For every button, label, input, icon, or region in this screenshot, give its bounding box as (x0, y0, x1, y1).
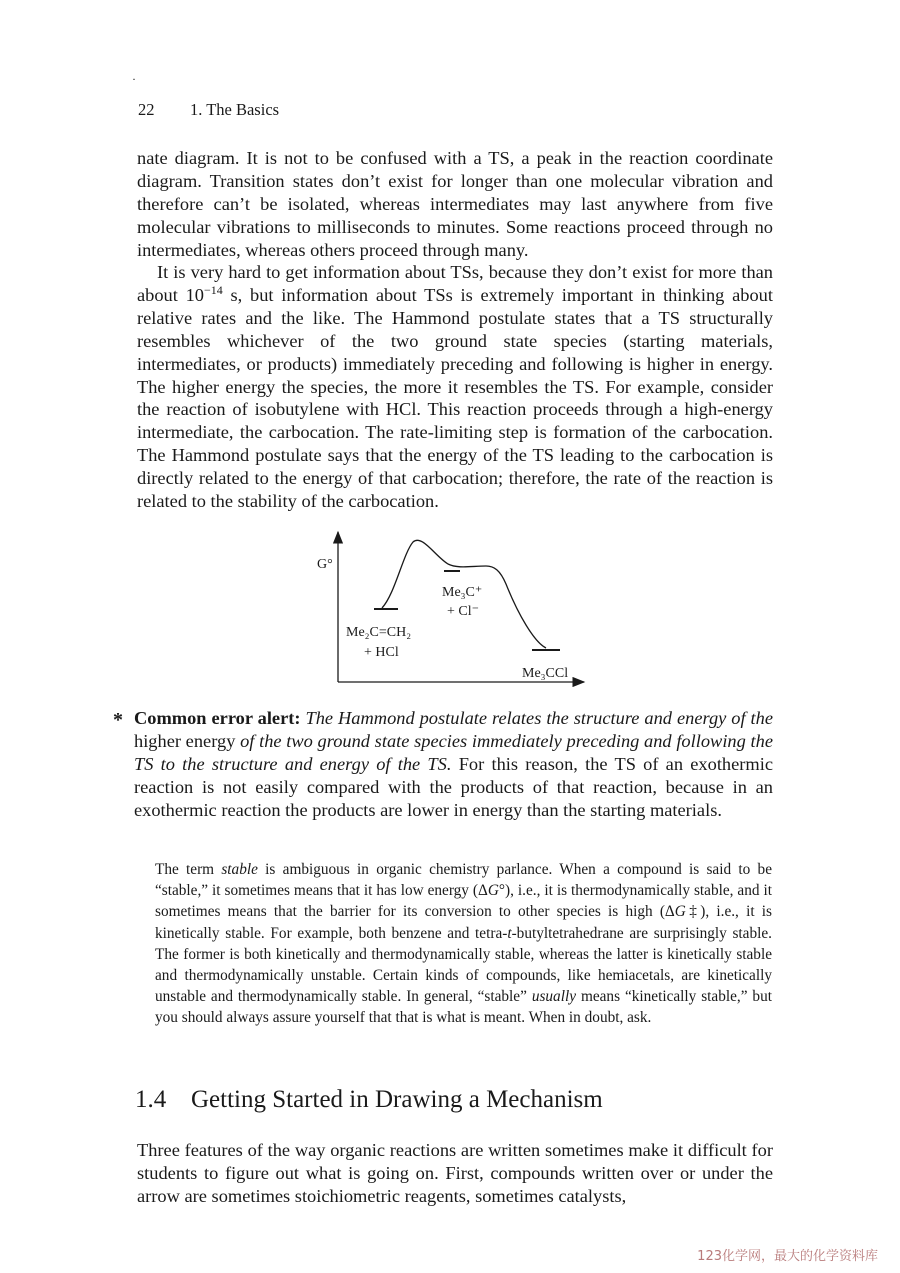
scan-speck: · (132, 72, 136, 86)
note-text: °), i.e., it is thermodynamically stable, and it sometimes means that the barrier for its conversion to other species is high (Δ (155, 882, 772, 921)
section-heading (135, 1086, 603, 1114)
reaction-coordinate-diagram (300, 524, 620, 694)
watermark: 123化学网，最大的化学资料库 (697, 1249, 878, 1264)
intermediate-label-1: Me₃C⁺ (442, 585, 483, 600)
note-text: means “kinetically stable,” but you should always assure yourself that that is what is meant. When in doubt, ask. (155, 988, 772, 1027)
paragraph-hammond (137, 261, 773, 513)
note-text: ‡), i.e., it is kinetically stable. For example, both benzene and tetra- (155, 903, 772, 942)
page-number: 22 (138, 100, 155, 119)
paragraph-intermediates: nate diagram. It is not to be confused with a TS, a peak in the reaction coordinate diagram. Transition states don’t exist for longer than one molecular vibration and therefore can’t be isolated, whereas intermediates may last anywhere from five molecular vibrations to milliseconds to minutes. Some reactions proceed through no intermediates, whereas others proceed through many. (137, 148, 773, 260)
alert-asterisk: * (113, 709, 123, 731)
note-italic: G (487, 882, 499, 900)
reactant-label-1: Me₂C=CH₂ (346, 625, 412, 640)
stable-note (155, 859, 772, 1029)
note-text: is ambiguous in organic chemistry parlance. When a compound is said to be “stable,” it sometimes means that it has low energy (Δ (155, 861, 772, 900)
reactant-label-2: + HCl (364, 645, 399, 660)
exponent: −14 (204, 282, 223, 297)
section-title: Getting Started in Drawing a Mechanism (191, 1086, 603, 1113)
alert-italic-1: The Hammond postulate relates the structure and energy of the (305, 708, 773, 728)
note-text: -butyltetrahedrane are surprisingly stable. The former is both kinetically and thermodynamically stable, whereas the latter is kinetically stable and thermodynamically unstable. Certain kinds of compounds, like hemiacetals, are kinetically unstable and thermodynamically stable. In general, “stable” (155, 924, 772, 1006)
note-italic: G (674, 903, 686, 921)
paragraph-three-features: Three features of the way organic reactions are written sometimes make it difficult for students to figure out what is going on. First, compounds written over or under the arrow are sometimes stoichiometric reagents, sometimes catalysts, (137, 1140, 773, 1206)
intermediate-label-2: + Cl⁻ (447, 604, 480, 619)
alert-label: Common error alert: (134, 708, 301, 728)
note-italic: usually (531, 988, 577, 1006)
y-axis-label: G° (317, 557, 333, 572)
note-text: The term (155, 861, 222, 878)
paragraph-hammond-start: It is very hard to get information about TSs, because they don’t exist for more than about 10 (137, 262, 773, 305)
note-italic: t (507, 924, 512, 942)
running-head (138, 100, 279, 120)
note-italic: stable (221, 861, 258, 878)
alert-normal-2: For this reason, the TS of an exothermic reaction is not easily compared with the products of that reaction, because in an exothermic reaction the products are lower in energy than the starting materials. (134, 754, 773, 820)
chapter-title: 1. The Basics (190, 100, 280, 119)
section-number: 1.4 (135, 1086, 167, 1113)
common-error-alert (134, 707, 773, 822)
product-label: Me₃CCl (522, 666, 569, 681)
alert-normal-1: higher energy (134, 731, 236, 751)
paragraph-hammond-rest: s, but information about TSs is extremely important in thinking about relative rates and the like. The Hammond postulate states that a TS structurally resembles whichever of the two ground state species (starting materials, intermediates, or products) immediately preceding and following is higher in energy. The higher energy the species, the more it resembles the TS. For example, consider the reaction of isobutylene with HCl. This reaction proceeds through a high-energy intermediate, the carbocation. The rate-limiting step is formation of the carbocation. The Hammond postulate says that the energy of the TS leading to the carbocation is directly related to the energy of that carbocation; therefore, the rate of the reaction is related to the stability of the carbocation. (137, 284, 773, 512)
alert-italic-2: of the two ground state species immediately preceding and following the TS to the structure and energy of the TS. (134, 731, 773, 774)
